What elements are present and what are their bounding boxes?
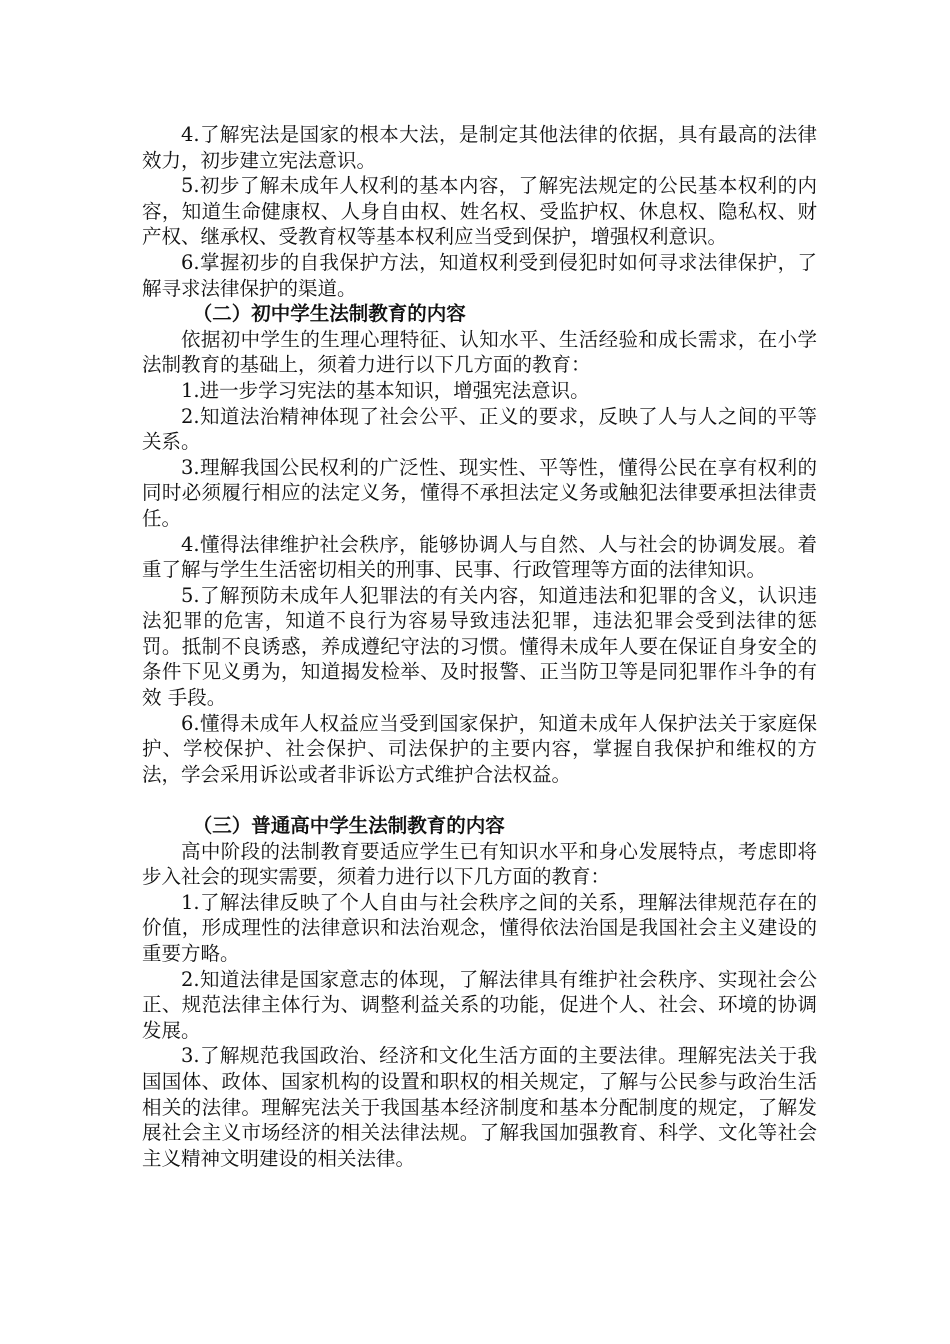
paragraph: 高中阶段的法制教育要适应学生已有知识水平和身心发展特点，考虑即将步入社会的现实需要，须着力进行以下几方面的教育： (142, 839, 817, 889)
paragraph: 6.掌握初步的自我保护方法，知道权利受到侵犯时如何寻求法律保护，了解寻求法律保护的渠道。 (142, 250, 817, 300)
paragraph: 2.知道法治精神体现了社会公平、正义的要求，反映了人与人之间的平等关系。 (142, 404, 817, 454)
paragraph: 5.了解预防未成年人犯罪法的有关内容，知道违法和犯罪的含义，认识违法犯罪的危害，知道不良行为容易导致违法犯罪，违法犯罪会受到法律的惩罚。抵制不良诱惑，养成遵纪守法的习惯。懂得未成年人要在保证自身安全的条件下见义勇为，知道揭发检举、及时报警、正当防卫等是同犯罪作斗争的有效 手段。 (142, 583, 817, 710)
paragraph: 3.了解规范我国政治、经济和文化生活方面的主要法律。理解宪法关于我国国体、政体、国家机构的设置和职权的相关规定，了解与公民参与政治生活相关的法律。理解宪法关于我国基本经济制度和基本分配制度的规定，了解发展社会主义市场经济的相关法律法规。了解我国加强教育、科学、文化等社会 主义精神文明建设的相关法律。 (142, 1044, 817, 1170)
paragraph: 3.理解我国公民权利的广泛性、现实性、平等性，懂得公民在享有权利的同时必须履行相应的法定义务，懂得不承担法定义务或触犯法律要承担法律责任。 (142, 455, 817, 530)
paragraph: 4.懂得法律维护社会秩序，能够协调人与自然、人与社会的协调发展。着重了解与学生生活密切相关的刑事、民事、行政管理等方面的法律知识。 (142, 532, 817, 582)
blank-line (142, 787, 817, 813)
paragraph: 1.进一步学习宪法的基本知识，增强宪法意识。 (181, 378, 590, 402)
paragraph: 依据初中学生的生理心理特征、认知水平、生活经验和成长需求，在小学法制教育的基础上，须着力进行以下几方面的教育： (142, 327, 817, 377)
paragraph: 1.了解法律反映了个人自由与社会秩序之间的关系，理解法律规范存在的价值，形成理性的法律意识和法治观念，懂得依法治国是我国社会主义建设的重要方略。 (142, 890, 817, 965)
section-heading-high-school: （三）普通高中学生法制教育的内容 (192, 814, 505, 838)
section-heading-middle-school: （二）初中学生法制教育的内容 (192, 302, 466, 326)
paragraph: 5.初步了解未成年人权利的基本内容，了解宪法规定的公民基本权利的内容，知道生命健康权、人身自由权、姓名权、受监护权、休息权、隐私权、财产权、继承权、受教育权等基本权利应当受到保护，增强权利意识。 (142, 174, 817, 249)
paragraph: 6.懂得未成年人权益应当受到国家保护，知道未成年人保护法关于家庭保护、学校保护、社会保护、司法保护的主要内容，掌握自我保护和维权的方法，学会采用诉讼或者非诉讼方式维护合法权益。 (142, 711, 817, 786)
document-body (142, 122, 817, 1171)
paragraph: 2.知道法律是国家意志的体现，了解法律具有维护社会秩序、实现社会公正、规范法律主体行为、调整利益关系的功能，促进个人、社会、环境的协调发展。 (142, 967, 817, 1042)
paragraph: 4.了解宪法是国家的根本大法，是制定其他法律的依据，具有最高的法律效力，初步建立宪法意识。 (142, 123, 817, 172)
